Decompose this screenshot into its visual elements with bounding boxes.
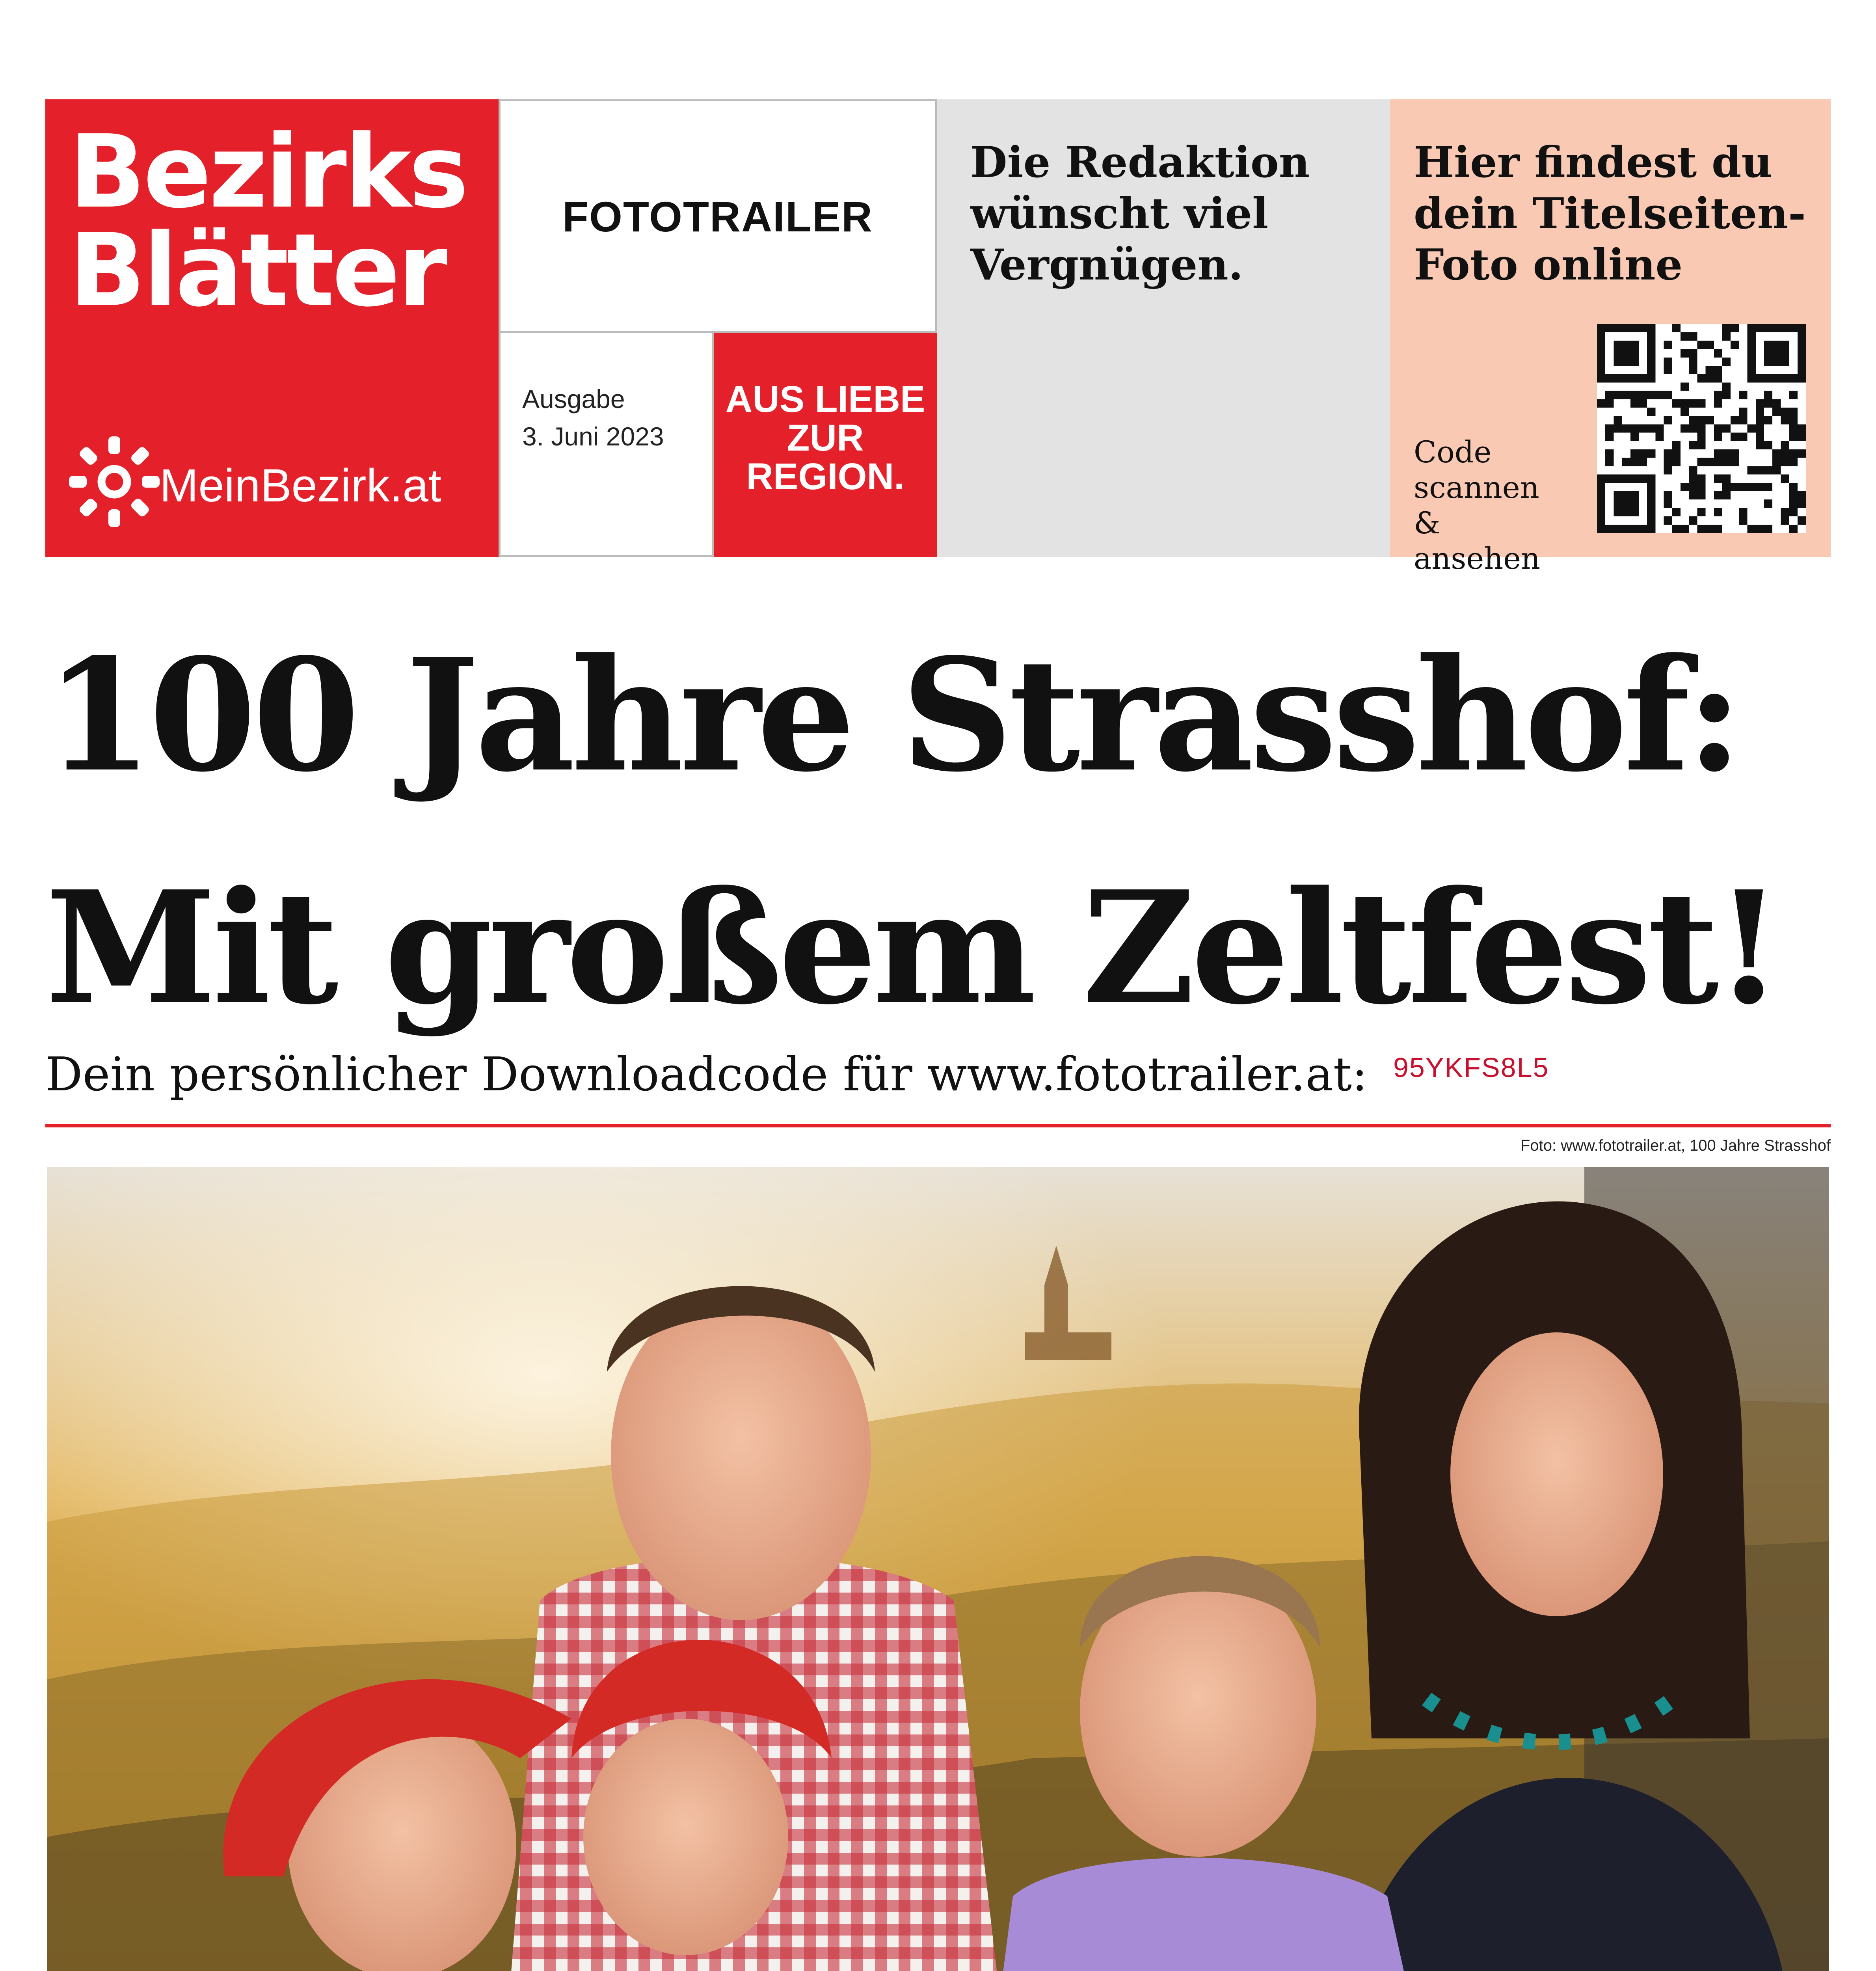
headline-line1: 100 Jahre Strasshof: [45,625,1739,806]
qr-promo-box [1390,99,1831,576]
family-photo [47,1167,1829,1971]
qr-code-icon[interactable] [1597,324,1806,533]
download-label: Dein persönlicher Downloadcode für www.fototrailer.at: [45,1047,1368,1101]
redaktion-box [937,99,1390,557]
logo-website: MeinBezirk.at [160,460,441,512]
section-label-box [499,99,937,333]
issue-info [499,333,714,557]
photo-illustration [47,1167,1829,1971]
slogan-box [714,333,937,557]
logo-line1: Bezirks [69,114,467,231]
qr-cta-line2: scannen [1414,470,1539,505]
download-row [45,1047,1831,1101]
headline [45,599,1831,1064]
headline-line2: Mit großem Zeltfest! [45,857,1779,1039]
divider [45,1124,1831,1127]
sun-logo-icon [65,432,164,531]
logo-line2: Blätter [69,212,445,329]
slogan-text [714,380,937,496]
download-code[interactable]: 95YKFS8L5 [1393,1052,1549,1083]
section-label: FOTOTRAILER [562,193,873,240]
brand-logo-block [45,99,499,557]
qr-heading: Hier findest du dein Titelseiten-Foto online [1414,138,1806,290]
photo-credit: Foto: www.fototrailer.at, 100 Jahre Strasshof [1520,1137,1831,1154]
redaktion-text: Die Redaktion wünscht viel Vergnügen. [970,138,1310,290]
slogan-line3: REGION. [746,456,904,497]
qr-cta-line3: & ansehen [1414,505,1541,576]
slogan-line1: AUS LIEBE [725,378,925,420]
slogan-line2: ZUR [787,417,864,459]
issue-date: 3. Juni 2023 [522,422,664,451]
qr-cta-line1: Code [1414,434,1492,469]
qr-instructions [1414,434,1571,576]
issue-label: Ausgabe [522,384,625,414]
